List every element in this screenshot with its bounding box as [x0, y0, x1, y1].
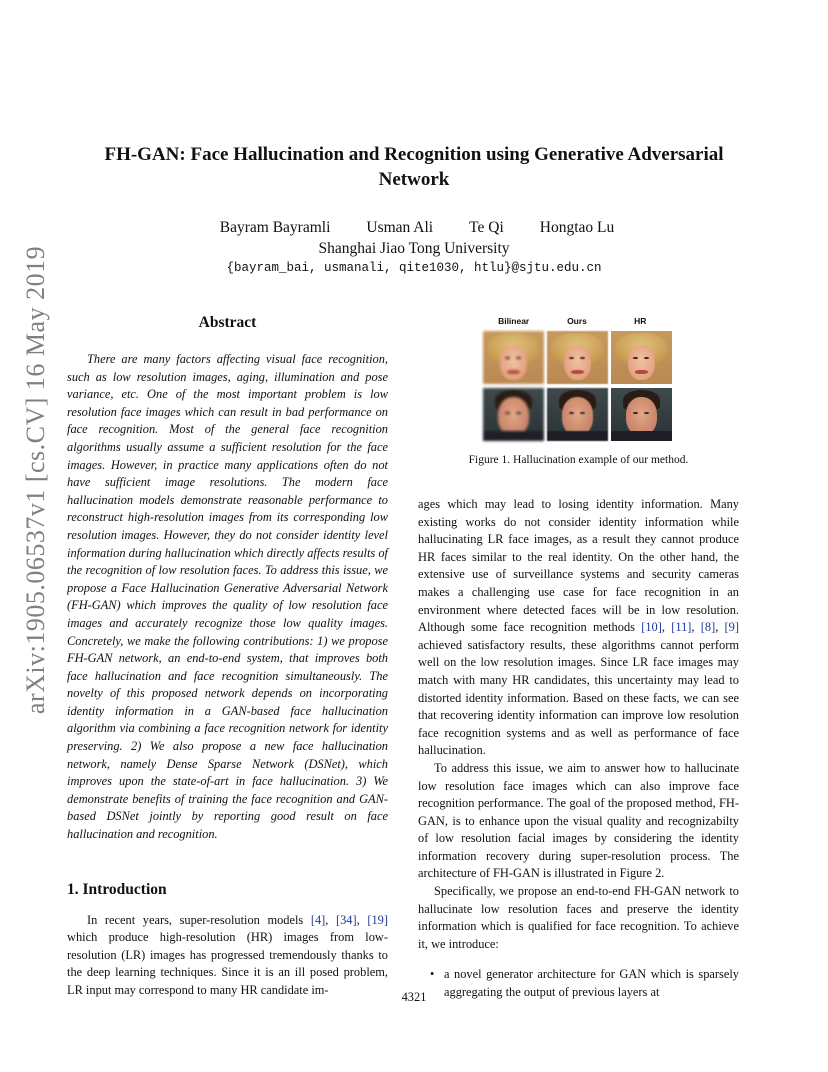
face-image-man-bilinear	[483, 388, 544, 441]
abstract-text: There are many factors affecting visual face recognition, such as low resolution images, aging, illumination and pose variance, etc. One of the most important problem is low resolution face images which can result in bad performance on face recognition. Most of the general face recognition algorithms usually assume a sufficient resolution for the face images. However, in practice many applications often do not have sufficient image resolutions. The modern face hallucination models demonstrate reasonable performance to reconstruct high-resolution images from its corresponding low resolution images. However, they do not consider identity level information during hallucination which directly affects results of the recognition of low resolution faces. To address this issue, we propose a Face Hallucination Generative Adversarial Network (FH-GAN) which improves the quality of low resolution face images and accurately recognize those low quality images. Concretely, we make the following contributions: 1) we propose FH-GAN network, an end-to-end system, that improves both face hallucination and face recognition simultaneously. The novelty of this proposed network depends on incorporating identity information in a GAN-based face hallucination algorithm via combining a face recognition network for identity preserving. 2) We also propose a new face hallucination network, namely Dense Sparse Network (DSNet), which improves upon the state-of-art in face hallucination. 3) We demonstrate benefits of training the face recognition and GAN-based DSNet jointly by reporting good result on face hallucination and recognition.	[67, 352, 388, 842]
author-name: Hongtao Lu	[539, 219, 615, 236]
arxiv-identifier-text: arXiv:1905.06537v1 [cs.CV] 16 May 2019	[21, 245, 50, 715]
paragraph	[418, 496, 739, 760]
face-image-man-hr	[611, 388, 672, 441]
intro-text: which produce high-resolution (HR) images from low-resolution (LR) images has progressed tremendously thanks to the deep learning techniques. Since it is an ill posed problem, LR input may correspond to many HR candidate im-	[67, 930, 388, 997]
introduction-paragraph	[67, 912, 388, 1000]
citation-link[interactable]: [8]	[700, 620, 716, 635]
citation-link[interactable]: [10]	[641, 620, 662, 635]
right-column-text	[418, 496, 739, 1002]
author-name: Usman Ali	[366, 219, 434, 236]
paragraph-text: achieved satisfactory results, these algorithms cannot perform well on the low resolution images. Since LR face images may match with many HR candidates, this uncertainty may lead to distorted identity information. Based on these facts, we can see that recovering identity information can improve low resolution face recognition systems and as well as performance of face hallucination.	[418, 637, 739, 758]
paper-title	[60, 142, 768, 192]
paragraph-text: ages which may lead to losing identity information. Many existing works do not consider identity information while hallucinating LR face images, as a result they cannot produce HR faces similar to the real identity. On the other hand, the extensive use of surveillance systems and security cameras makes a challenging use case for face recognition in an environment where detected faces will be in low resolution. Although some face recognition methods	[418, 497, 739, 635]
intro-text: ,	[356, 912, 368, 927]
paragraph-text: ,	[715, 620, 725, 635]
author-names	[60, 219, 768, 237]
paper-title-line1: FH-GAN: Face Hallucination and Recognition using Generative Adversarial	[104, 144, 724, 165]
author-emails: {bayram_bai, usmanali, qite1030, htlu}@sjtu.edu.cn	[226, 261, 602, 275]
figure-label-hr: HR	[634, 316, 647, 326]
face-image-man-ours	[547, 388, 608, 441]
citation-link[interactable]: [9]	[724, 620, 739, 635]
citation-link[interactable]: [4]	[310, 912, 326, 927]
author-block	[60, 219, 768, 275]
intro-text: ,	[325, 912, 336, 927]
paragraph: Specifically, we propose an end-to-end FH-GAN network to hallucinate low resolution faces and preserve the identity information which is qualified for face recognition. To achieve it, we introduce:	[418, 884, 739, 951]
affiliation: Shanghai Jiao Tong University	[318, 240, 510, 257]
page-number: 4321	[401, 990, 427, 1004]
paragraph-text: ,	[691, 620, 701, 635]
introduction-heading: 1. Introduction	[67, 880, 167, 898]
face-image-woman-bilinear	[483, 331, 544, 384]
paragraph: To address this issue, we aim to answer how to hallucinate low resolution face images which can also improve face recognition performance. The goal of the proposed method, FH-GAN, is to enhance upon the visual quality and recognizabilty of low resolution facial images by considering the identity information recovery during super-resolution process. The architecture of FH-GAN is illustrated in Figure 2.	[418, 760, 739, 881]
citation-link[interactable]: [19]	[367, 912, 388, 927]
author-name: Bayram Bayramli	[219, 219, 331, 236]
author-name: Te Qi	[469, 219, 504, 236]
bullet-icon: •	[430, 967, 435, 982]
left-column	[67, 312, 388, 1000]
list-item-text: a novel generator architecture for GAN which is sparsely aggregating the output of previous layers at	[444, 967, 739, 1000]
figure-label-bilinear: Bilinear	[498, 316, 530, 326]
face-image-woman-hr	[611, 331, 672, 384]
citation-link[interactable]: [34]	[335, 912, 357, 927]
intro-text: In recent years, super-resolution models	[87, 912, 311, 927]
abstract-heading: Abstract	[198, 314, 257, 331]
face-image-woman-ours	[547, 331, 608, 384]
figure-caption: Figure 1. Hallucination example of our method.	[468, 454, 689, 466]
figure-1	[418, 312, 739, 454]
paragraph-text: ,	[661, 620, 672, 635]
arxiv-identifier	[20, 245, 52, 715]
right-column	[418, 312, 739, 1002]
paper-title-line2: Network	[378, 169, 450, 190]
figure-label-ours: Ours	[567, 316, 587, 326]
figure-image-grid	[483, 331, 672, 442]
citation-link[interactable]: [11]	[671, 620, 692, 635]
figure-column-labels	[482, 316, 672, 326]
